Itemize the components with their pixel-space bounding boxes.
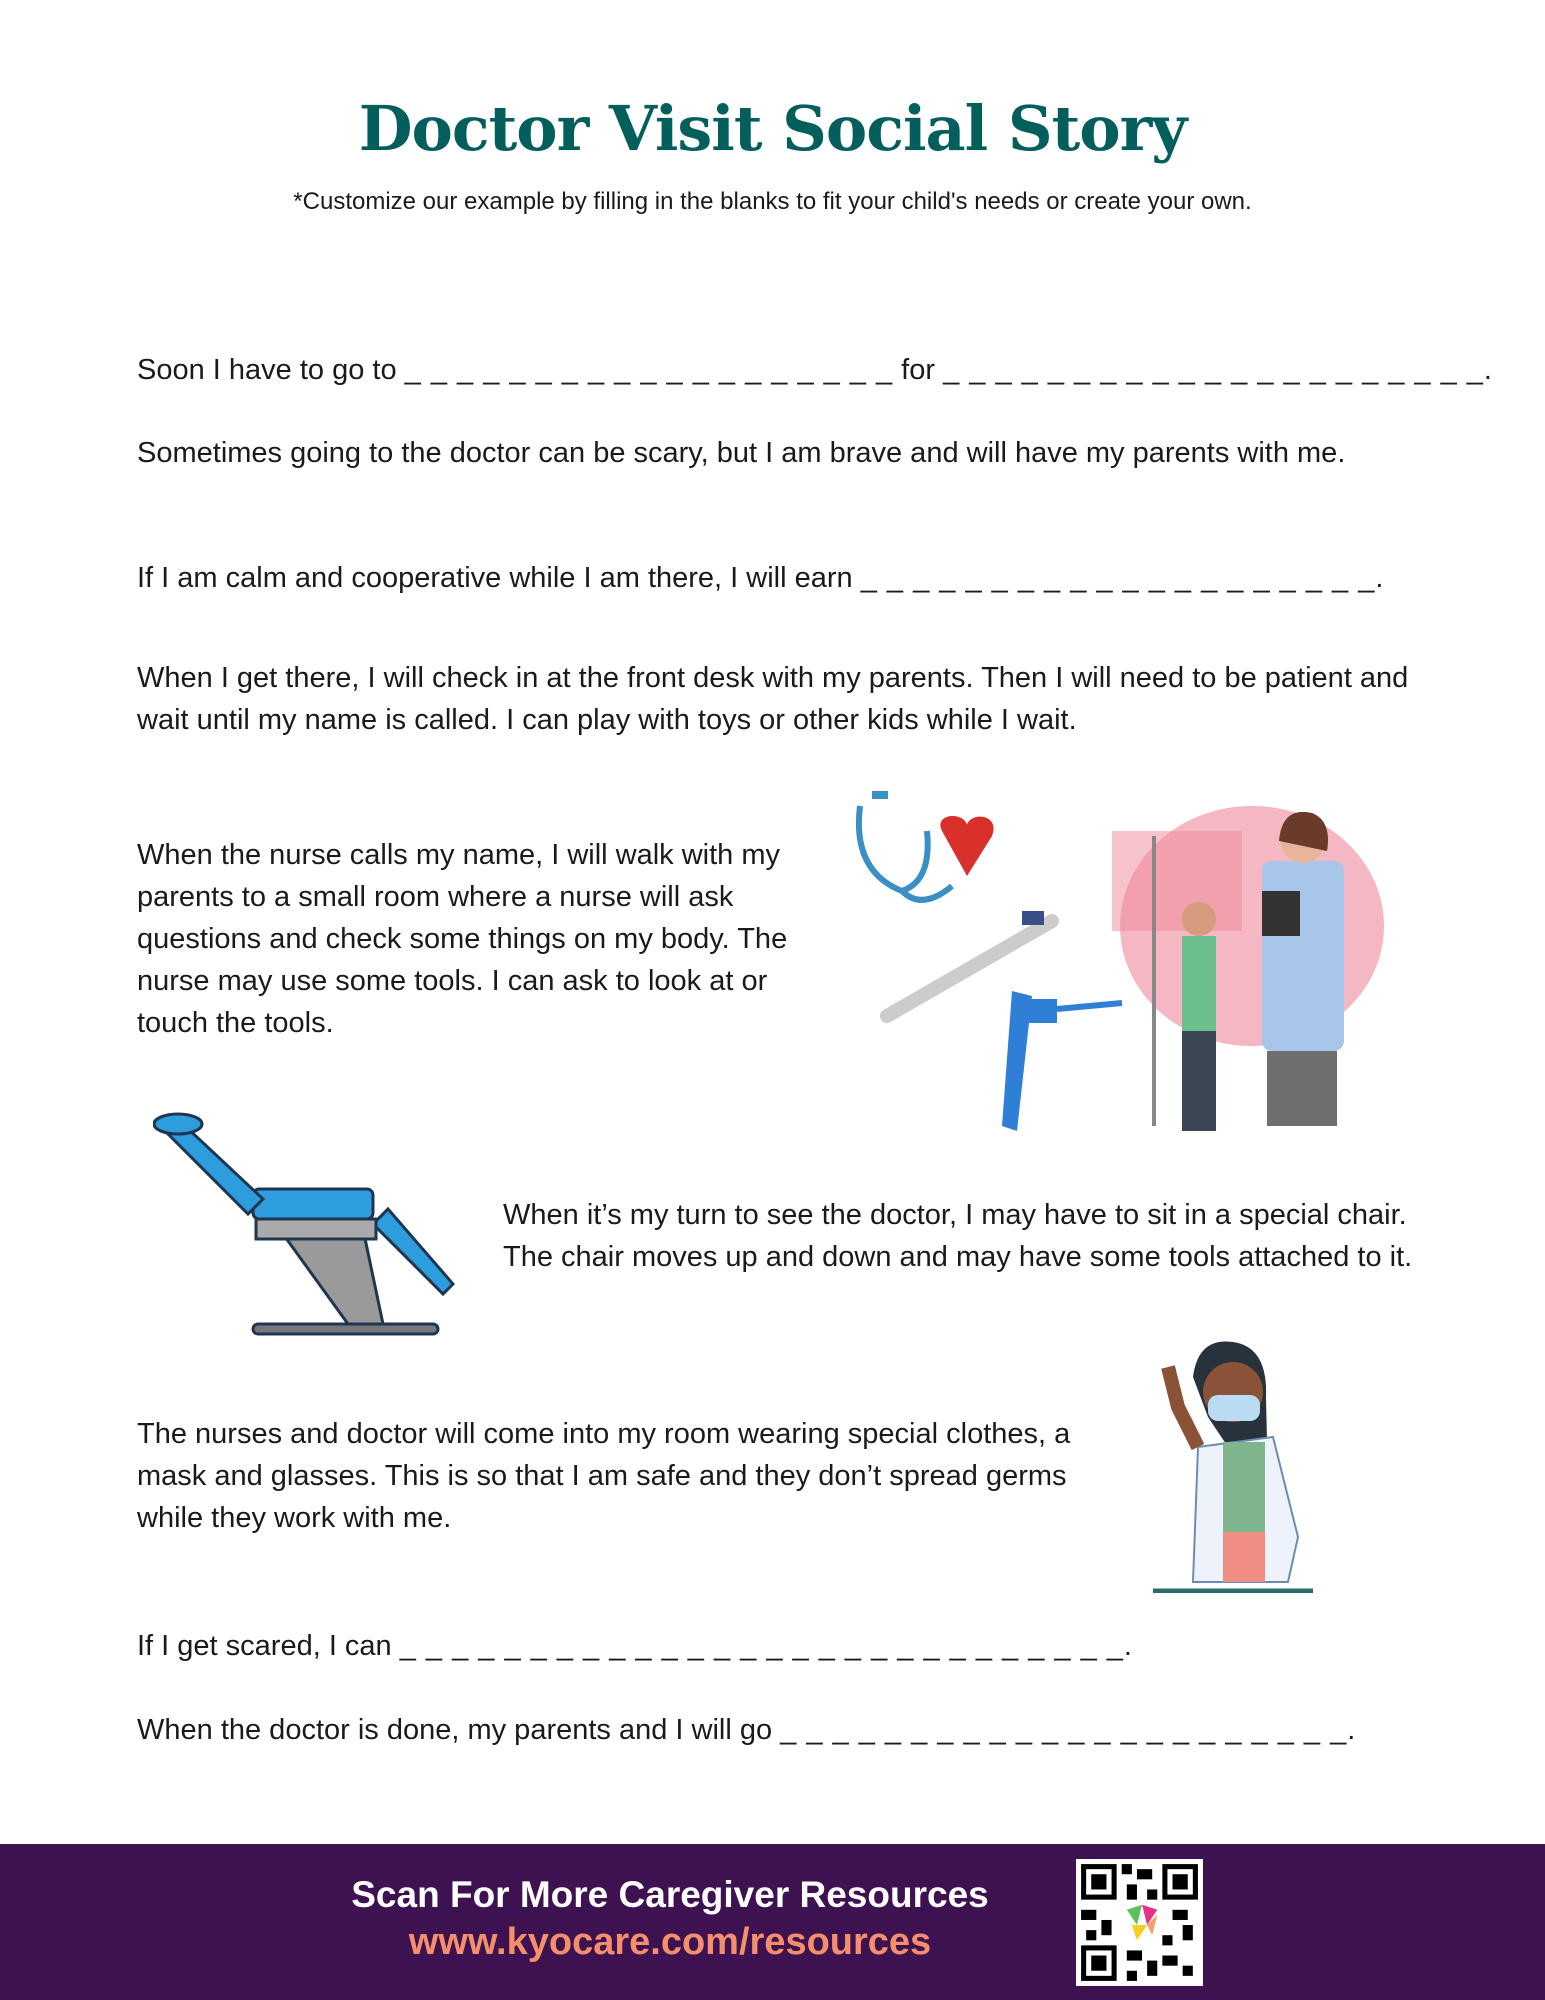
text: for: [893, 354, 944, 386]
exam-chair-illustration: [153, 1104, 463, 1339]
story-paragraph-5: When the nurse calls my name, I will walk with my parents to a small room where a nurse will ask questions and check some things on my body. The nurse may use some tools. I can ask to look at or touch the tools.: [137, 839, 788, 1039]
blank-reward[interactable]: _ _ _ _ _ _ _ _ _ _ _ _ _ _ _ _ _ _ _ _.: [860, 562, 1385, 594]
blank-place[interactable]: _ _ _ _ _ _ _ _ _ _ _ _ _ _ _ _ _ _ _: [404, 354, 894, 386]
story-paragraph-6: When it’s my turn to see the doctor, I may have to sit in a special chair. The chair moves up and down and may have some tools attached to it.: [503, 1199, 1413, 1273]
text: If I get scared, I can: [137, 1630, 400, 1662]
nurse-tools-illustration: [842, 791, 1392, 1136]
blank-reason[interactable]: _ _ _ _ _ _ _ _ _ _ _ _ _ _ _ _ _ _ _ _ _.: [943, 354, 1493, 386]
page-title: Doctor Visit Social Story: [358, 92, 1187, 165]
blank-after[interactable]: _ _ _ _ _ _ _ _ _ _ _ _ _ _ _ _ _ _ _ _ _ _.: [780, 1714, 1357, 1746]
story-paragraph-1: [137, 349, 1493, 391]
story-paragraph-9: [137, 1709, 1356, 1751]
text: When the doctor is done, my parents and I will go: [137, 1714, 781, 1746]
story-paragraph-2: Sometimes going to the doctor can be scary, but I am brave and will have my parents with me.: [137, 437, 1346, 469]
story-paragraph-8: [137, 1625, 1133, 1667]
masked-doctor-illustration: [1148, 1337, 1323, 1593]
story-paragraph-4: When I get there, I will check in at the front desk with my parents. Then I will need to be patient and wait until my name is called. I can play with toys or other kids while I wait.: [137, 662, 1409, 736]
doctor-figure: [1262, 861, 1344, 1051]
page-subtitle: *Customize our example by filling in the blanks to fit your child's needs or create your own.: [293, 188, 1252, 215]
text: If I am calm and cooperative while I am there, I will earn: [137, 562, 861, 594]
stethoscope-icon: [859, 806, 928, 891]
footer-cta: Scan For More Caregiver Resources: [351, 1874, 989, 1915]
story-paragraph-7: The nurses and doctor will come into my room wearing special clothes, a mask and glasses. This is so that I am safe and they don’t spread germs while they work with me.: [137, 1418, 1071, 1534]
qr-code-icon[interactable]: [1076, 1859, 1203, 1986]
mask-icon: [1208, 1395, 1260, 1421]
heart-icon: [940, 816, 993, 876]
child-figure: [1182, 936, 1216, 1031]
footer-url-link[interactable]: www.kyocare.com/resources: [408, 1921, 932, 1963]
story-paragraph-3: [137, 557, 1384, 599]
text: Soon I have to go to: [137, 354, 405, 386]
blank-coping[interactable]: _ _ _ _ _ _ _ _ _ _ _ _ _ _ _ _ _ _ _ _ _ _ _ _ _ _ _ _.: [399, 1630, 1133, 1662]
